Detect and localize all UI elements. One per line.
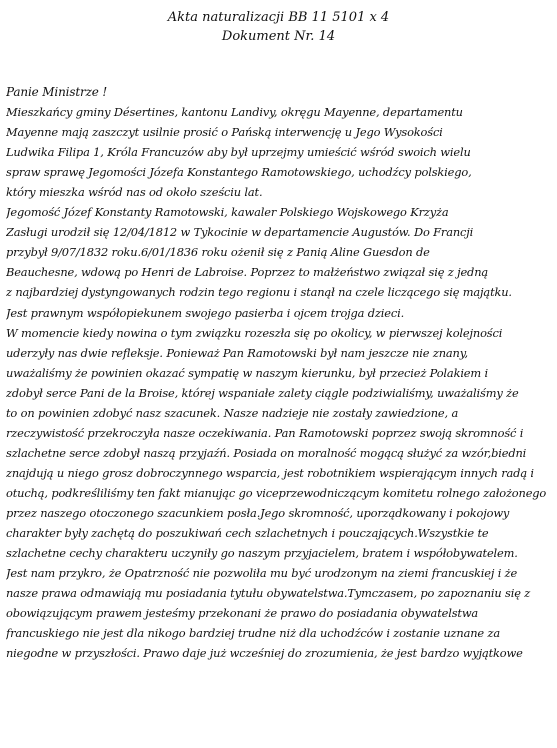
letter-lines (6, 102, 552, 663)
letter-line: otuchą, podkreśliliśmy ten fakt mianując go viceprzewodniczącym komitetu rolnego założonego (6, 485, 547, 500)
letter-line: szlachetne cechy charakteru uczyniły go naszym przyjacielem, bratem i współobywatelem. (6, 546, 518, 561)
letter-line: uważaliśmy że powinien okazać sympatię w naszym kierunku, był przecież Polakiem i (6, 365, 489, 380)
letter-line: zdobył serce Pani de la Broise, której wspaniałe zalety ciągle podziwialiśmy, uważaliśmy że (6, 385, 519, 400)
letter-line: który mieszka wśród nas od około sześciu lat. (6, 185, 263, 200)
header-reference: Akta naturalizacji BB 11 5101 x 4 (167, 10, 390, 25)
letter-line: charakter były zachętą do poszukiwań cech szlachetnych i pouczających.Wszystkie te (6, 526, 489, 541)
letter-line: nasze prawa odmawiają mu posiadania tytułu obywatelstwa.Tymczasem, po zapoznaniu się z (6, 586, 531, 601)
letter-line: spraw sprawę Jegomości Józefa Konstantego Ramotowskiego, uchodźcy polskiego, (6, 165, 472, 180)
letter-line: uderzyły nas dwie refleksje. Ponieważ Pan Ramotowski był nam jeszcze nie znany, (6, 345, 468, 360)
document-header (0, 8, 557, 46)
letter-line: Jest prawnym współopiekunem swojego pasierba i ojcem trojga dzieci. (6, 305, 405, 320)
letter-line: Ludwika Filipa 1, Króla Francuzów aby był uprzejmy umieścić wśród swoich wielu (6, 145, 471, 160)
letter-line: obowiązującym prawem jesteśmy przekonani że prawo do posiadania obywatelstwa (6, 606, 479, 621)
letter-body (6, 82, 552, 663)
letter-line: Zasługi urodził się 12/04/1812 w Tykocinie w departamencie Augustów. Do Francji (6, 225, 474, 240)
letter-line: to on powinien zdobyć nasz szacunek. Nasze nadzieje nie zostały zawiedzione, a (6, 405, 459, 420)
letter-line: Jest nam przykro, że Opatrzność nie pozwoliła mu być urodzonym na ziemi francuskiej i że (6, 566, 518, 581)
letter-line: Jegomość Józef Konstanty Ramotowski, kawaler Polskiego Wojskowego Krzyża (6, 205, 449, 220)
letter-line: Mieszkańcy gminy Désertines, kantonu Landivy, okręgu Mayenne, departamentu (6, 105, 463, 120)
letter-line: szlachetne serce zdobył naszą przyjaźń. Posiada on moralność mogącą służyć za wzór,biedni (6, 445, 527, 460)
letter-line: Beauchesne, wdową po Henri de Labroise. Poprzez to małżeństwo związał się z jedną (6, 265, 489, 280)
letter-line: francuskiego nie jest dla nikogo bardziej trudne niż dla uchodźców i zostanie uznane za (6, 626, 500, 641)
letter-line: niegodne w przyszłości. Prawo daje już wcześniej do zrozumienia, że jest bardzo wyjątkowe (6, 646, 523, 661)
letter-line: rzeczywistość przekroczyła nasze oczekiwania. Pan Ramotowski poprzez swoją skromność i (6, 425, 524, 440)
header-document-number: Dokument Nr. 14 (221, 29, 336, 44)
letter-line: przybył 9/07/1832 roku.6/01/1836 roku ożenił się z Panią Aline Guesdon de (6, 245, 430, 260)
letter-line: znajdują u niego grosz dobroczynnego wsparcia, jest robotnikiem wspierającym innych radą i (6, 465, 534, 480)
letter-line: W momencie kiedy nowina o tym związku rozeszła się po okolicy, w pierwszej kolejności (6, 325, 503, 340)
greeting: Panie Ministrze ! (6, 85, 108, 99)
letter-line: Mayenne mają zaszczyt usilnie prosić o Pańską interwencję u Jego Wysokości (6, 125, 443, 140)
letter-line: z najbardziej dystyngowanych rodzin tego regionu i stanął na czele liczącego się majątku. (6, 285, 512, 300)
letter-line: przez naszego otoczonego szacunkiem posła.Jego skromność, uporządkowany i pokojowy (6, 505, 510, 520)
